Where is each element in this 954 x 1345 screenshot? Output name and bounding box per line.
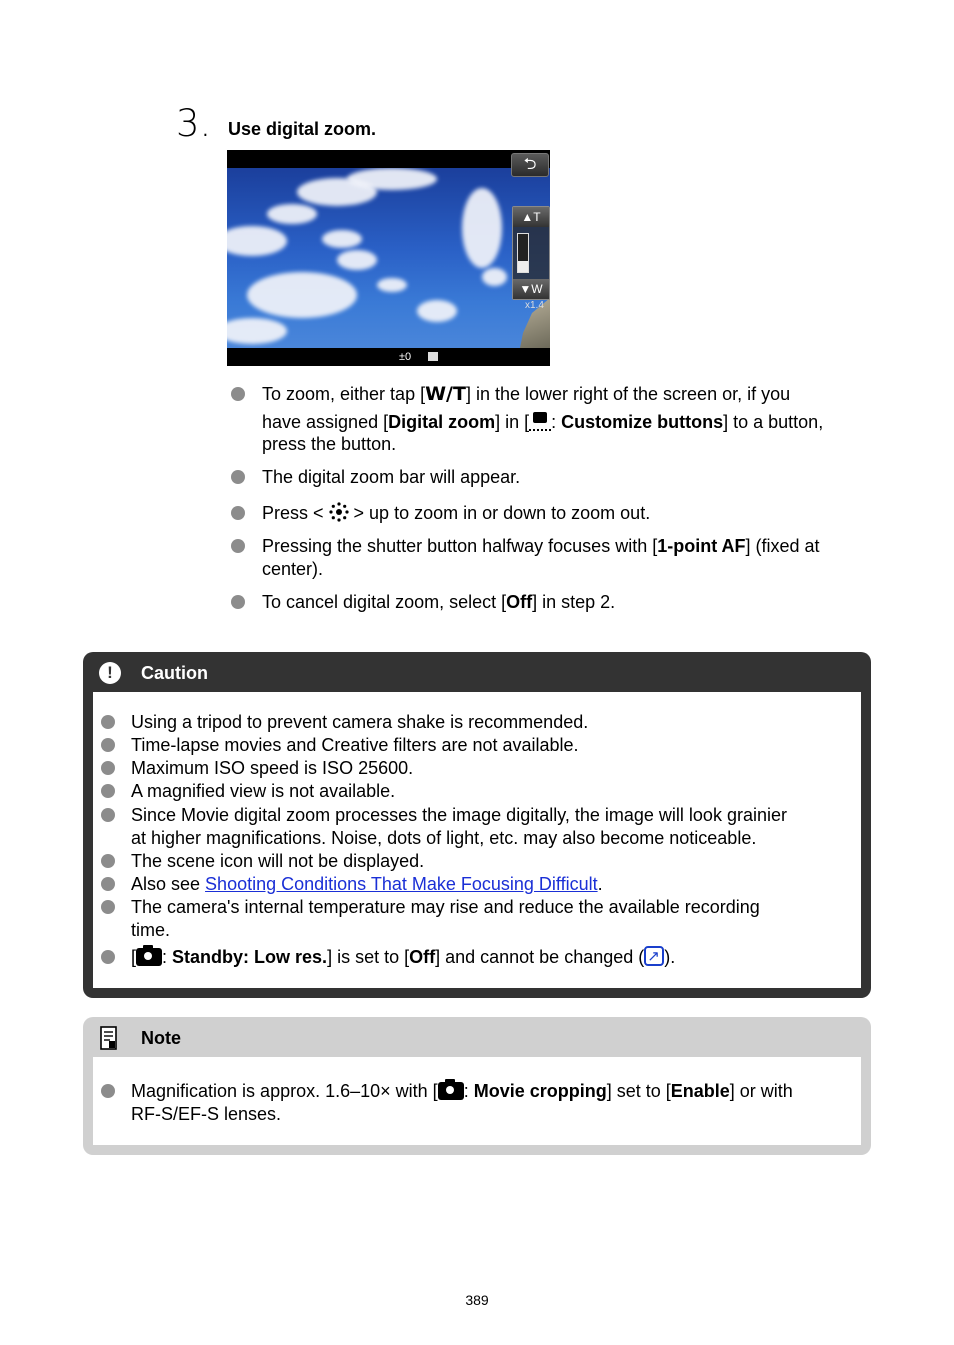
list-item: To zoom, either tap [W/T] in the lower right of the screen or, if you bbox=[262, 383, 791, 405]
caution-item: The camera's internal temperature may rise and reduce the available recording bbox=[131, 897, 760, 917]
step-number: 3. bbox=[176, 102, 212, 145]
list-item: Press < > up to zoom in or down to zoom out. bbox=[262, 503, 651, 523]
caution-item: Since Movie digital zoom processes the image digitally, the image will look grainier bbox=[131, 805, 787, 825]
bullet-marker bbox=[101, 784, 115, 798]
return-arrow-icon: ⮌ bbox=[523, 156, 537, 173]
bullet-marker bbox=[101, 761, 115, 775]
bullet-marker bbox=[101, 877, 115, 891]
exposure-icon bbox=[428, 352, 438, 361]
bullet-marker bbox=[101, 715, 115, 729]
bullet-marker bbox=[101, 1084, 115, 1098]
list-item: have assigned [Digital zoom] in [ : Customize buttons] to a button, bbox=[262, 412, 824, 432]
note-title: Note bbox=[141, 1028, 181, 1048]
multi-controller-icon bbox=[329, 502, 349, 522]
bullet-marker bbox=[101, 950, 115, 964]
sky-photo bbox=[227, 168, 550, 348]
zoom-track bbox=[517, 233, 529, 273]
link-arrow-icon[interactable] bbox=[644, 946, 664, 966]
caution-item: Also see Shooting Conditions That Make Focusing Difficult. bbox=[131, 874, 603, 894]
zoom-magnification: x1.4 bbox=[525, 300, 544, 311]
focusing-difficult-link[interactable]: Shooting Conditions That Make Focusing Difficult bbox=[205, 874, 598, 894]
bullet-marker bbox=[101, 900, 115, 914]
list-item: To cancel digital zoom, select [Off] in step 2. bbox=[262, 592, 616, 612]
note-item: Magnification is approx. 1.6–10× with [ : Movie cropping] set to [Enable] or with bbox=[131, 1081, 793, 1101]
caution-item: The scene icon will not be displayed. bbox=[131, 851, 425, 871]
caution-item: [ : Standby: Low res.] is set to [Off] and cannot be changed (↗ ). bbox=[131, 946, 675, 969]
digital-zoom-bar[interactable] bbox=[512, 206, 550, 300]
list-item: The digital zoom bar will appear. bbox=[262, 467, 521, 487]
caution-item: Maximum ISO speed is ISO 25600. bbox=[131, 758, 414, 778]
bullet-marker bbox=[101, 808, 115, 822]
caution-title: Caution bbox=[141, 663, 208, 683]
exposure-compensation: ±0 bbox=[399, 351, 412, 363]
note-icon bbox=[100, 1026, 117, 1050]
step-title: Use digital zoom. bbox=[228, 119, 377, 139]
bullet-marker bbox=[101, 854, 115, 868]
page-number: 389 bbox=[465, 1292, 489, 1308]
caution-item-continued: time. bbox=[131, 920, 171, 940]
bullet-marker bbox=[231, 539, 245, 553]
caution-item: Using a tripod to prevent camera shake is recommended. bbox=[131, 712, 589, 732]
back-button[interactable] bbox=[511, 153, 549, 177]
wt-zoom-icon: W/T bbox=[425, 383, 466, 405]
list-item: Pressing the shutter button halfway focuses with [1-point AF] (fixed at bbox=[262, 536, 820, 556]
bullet-marker bbox=[231, 387, 245, 401]
camera-icon bbox=[136, 948, 162, 966]
exclamation-icon: ! bbox=[99, 662, 121, 684]
note-item-continued: RF-S/EF-S lenses. bbox=[131, 1104, 282, 1124]
camera-screen-image bbox=[227, 150, 550, 366]
zoom-level-fill bbox=[518, 261, 528, 272]
bullet-marker bbox=[101, 738, 115, 752]
bullet-marker bbox=[231, 506, 245, 520]
caution-item: Time-lapse movies and Creative filters are not available. bbox=[131, 735, 579, 755]
camera-icon bbox=[438, 1082, 464, 1100]
bullet-marker bbox=[231, 595, 245, 609]
list-item: press the button. bbox=[262, 434, 397, 454]
zoom-wide-button[interactable]: ▼W bbox=[513, 279, 549, 299]
caution-item: A magnified view is not available. bbox=[131, 781, 396, 801]
custom-functions-icon bbox=[529, 410, 551, 432]
zoom-tele-button[interactable]: ▲T bbox=[513, 207, 549, 227]
bullet-marker bbox=[231, 470, 245, 484]
list-item: center). bbox=[262, 559, 324, 579]
caution-item-continued: at higher magnifications. Noise, dots of light, etc. may also become noticeable. bbox=[131, 828, 757, 848]
screen-status-bar bbox=[227, 348, 550, 366]
